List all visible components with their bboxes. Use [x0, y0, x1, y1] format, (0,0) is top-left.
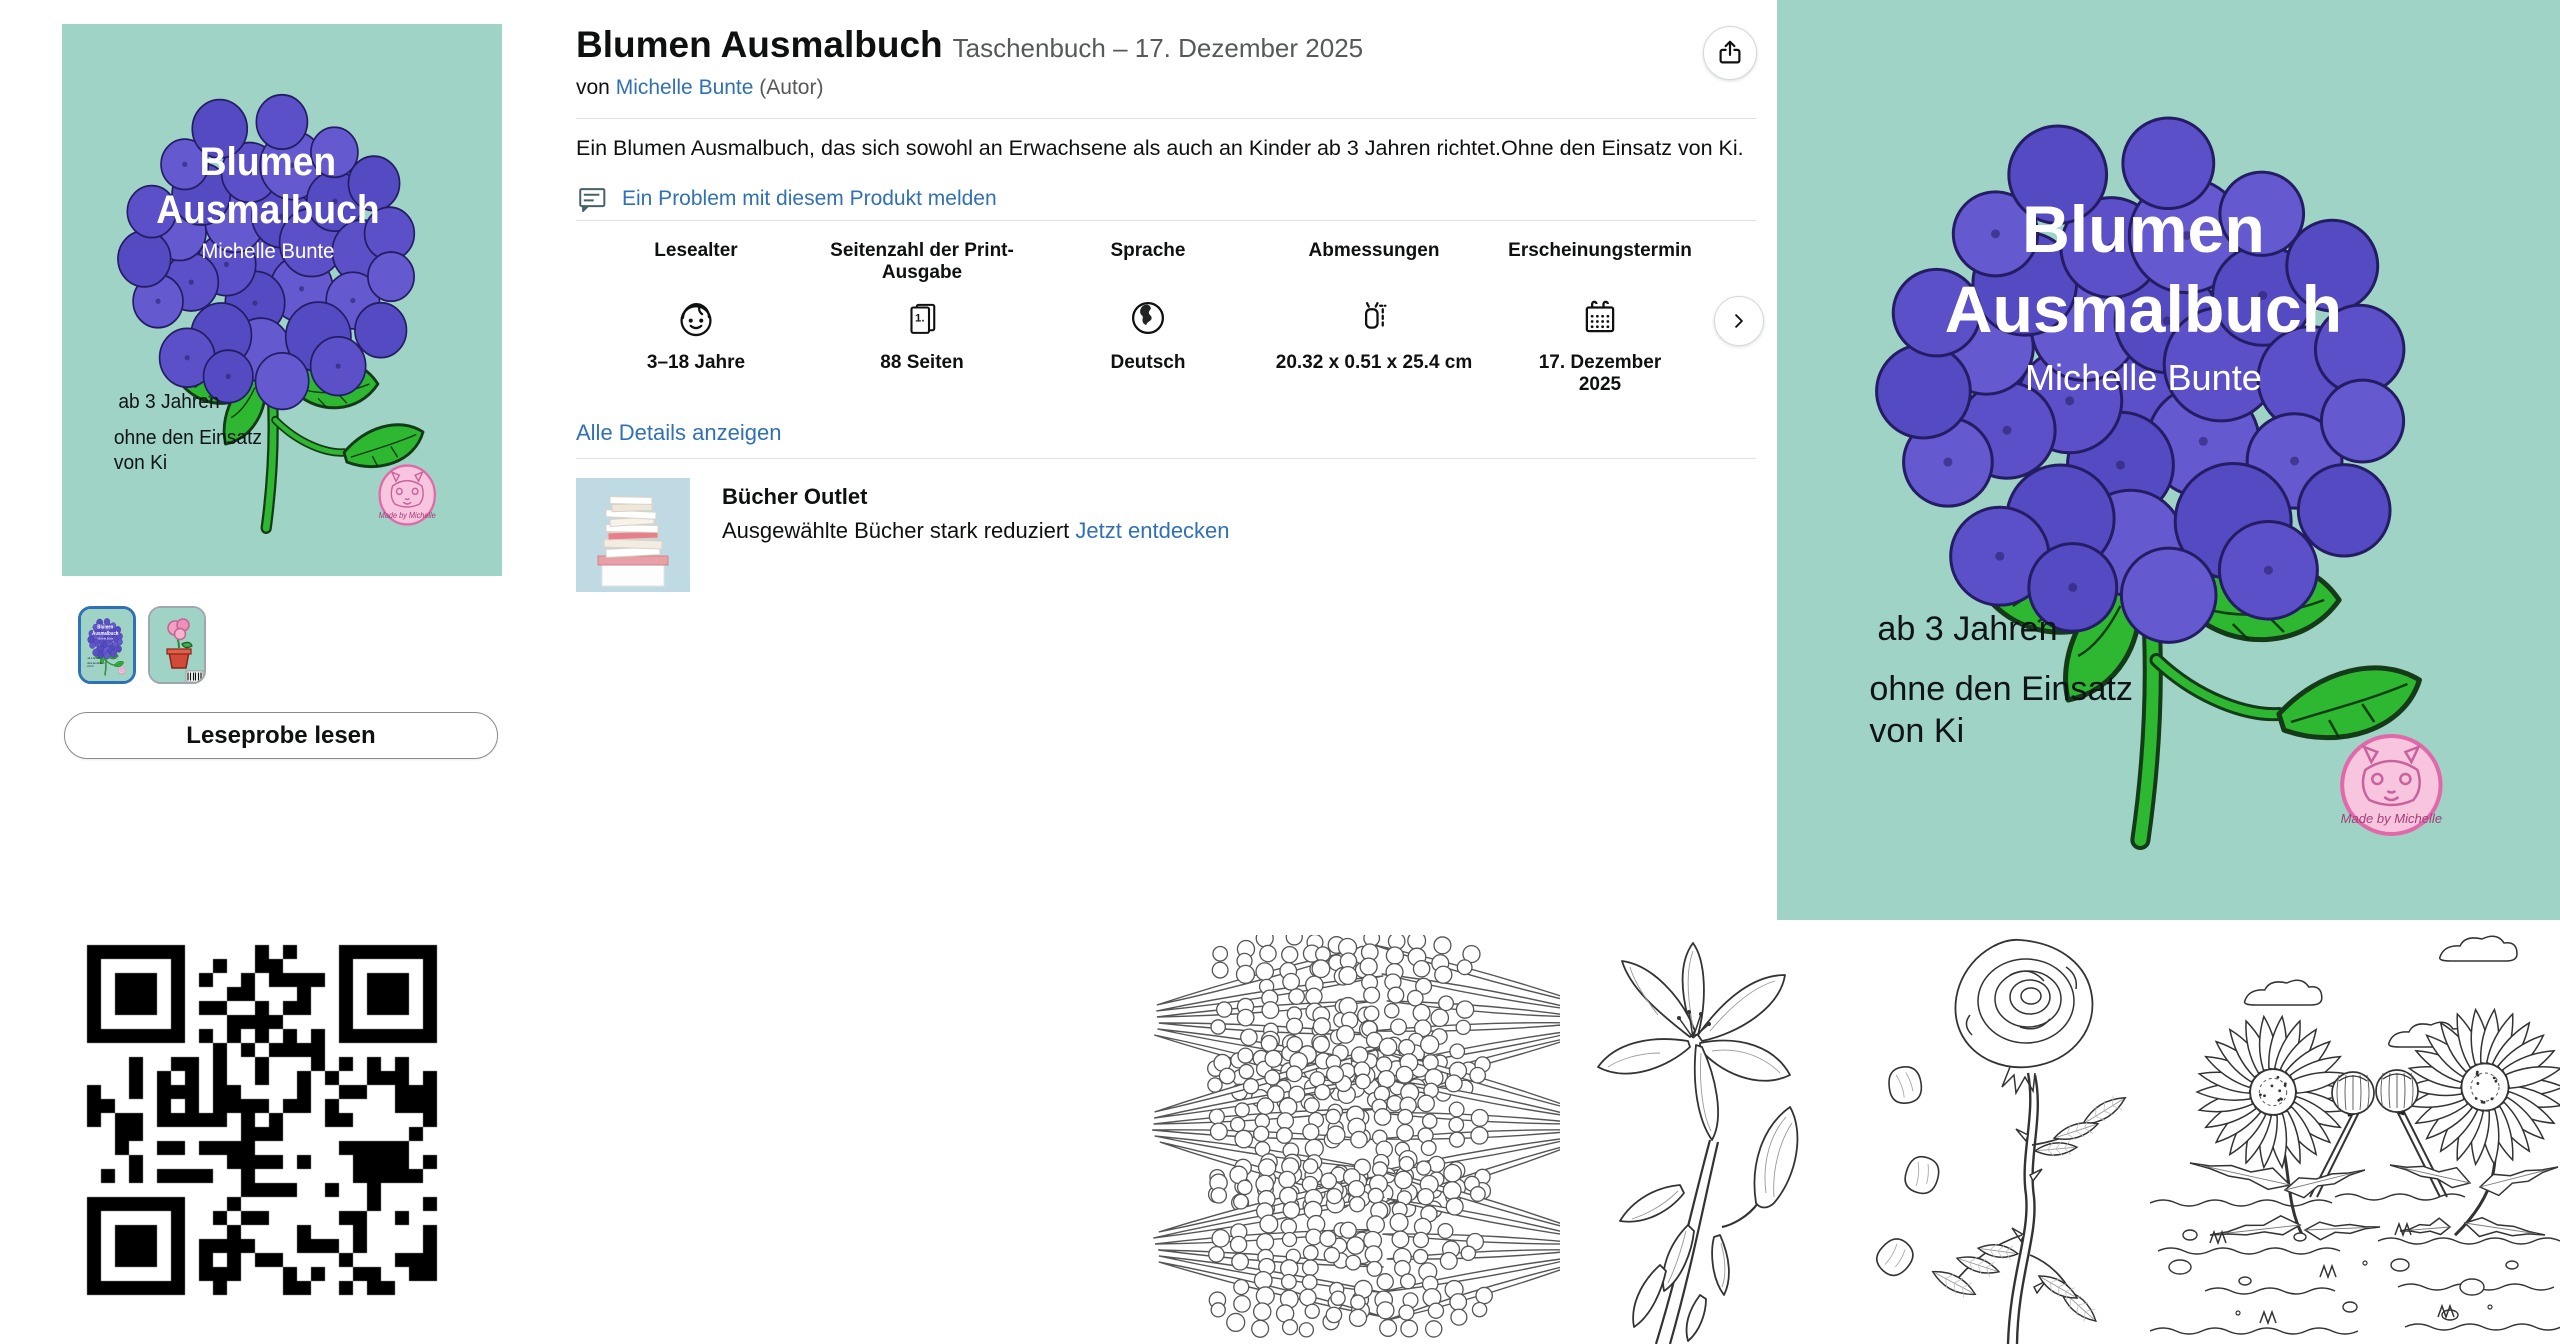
divider	[576, 220, 1756, 221]
thumbnail-front-cover[interactable]	[78, 606, 136, 684]
fact-publication-date	[1500, 240, 1700, 396]
book-cover-image[interactable]	[1777, 0, 2560, 920]
cover-ki-note-line2: von Ki	[1869, 712, 1965, 750]
product-description: Ein Blumen Ausmalbuch, das sich sowohl an Erwachsene als auch an Kinder ab 3 Jahren richtet.Ohne den Einsatz von Ki.	[576, 136, 1744, 160]
coloring-page-muscari	[1140, 935, 1610, 1344]
coloring-page-daisies	[2150, 935, 2560, 1344]
outlet-link[interactable]: Jetzt entdecken	[1075, 518, 1230, 543]
byline	[576, 76, 823, 100]
made-by-michelle-logo	[2341, 736, 2442, 834]
page-count-icon	[901, 296, 943, 340]
fact-language	[1048, 240, 1248, 396]
divider	[576, 458, 1756, 459]
coloring-page-lily	[1560, 935, 1860, 1344]
child-face-icon	[675, 296, 717, 340]
share-button[interactable]	[1703, 26, 1757, 80]
calendar-icon	[1579, 296, 1621, 340]
product-title: Blumen Ausmalbuch	[576, 24, 943, 65]
fact-label: Lesealter	[654, 240, 738, 261]
fact-reading-age	[596, 240, 796, 396]
fact-print-length	[822, 240, 1022, 396]
fact-value: 88 Seiten	[880, 352, 964, 373]
cover-title-line2: Ausmalbuch	[156, 188, 380, 233]
fact-label: Sprache	[1110, 240, 1186, 261]
cover-age-note: ab 3 Jahren	[87, 656, 100, 661]
books-outlet-promo	[576, 478, 1230, 592]
book-stack-image[interactable]	[576, 478, 690, 592]
product-facts	[596, 240, 1700, 396]
chevron-right-icon	[1725, 307, 1753, 335]
author-link[interactable]: Michelle Bunte	[615, 76, 754, 99]
report-problem-link[interactable]: Ein Problem mit diesem Produkt melden	[622, 187, 997, 210]
cover-ki-note-line2: von Ki	[113, 451, 168, 475]
outlet-text: Ausgewählte Bücher stark reduziert	[722, 518, 1070, 543]
facts-next-button[interactable]	[1714, 296, 1764, 346]
divider	[576, 118, 1756, 119]
cover-ki-note-line1: ohne den Einsatz	[87, 661, 105, 665]
cover-age-note: ab 3 Jahren	[118, 390, 220, 414]
cover-ki-note-line1: ohne den Einsatz	[1869, 670, 2133, 708]
logo-text: Made by Michelle	[2340, 811, 2443, 826]
cover-author: Michelle Bunte	[201, 239, 335, 264]
fact-value: 17. Dezember 2025	[1538, 352, 1662, 395]
thumbnail-strip	[78, 606, 206, 684]
fact-value: Deutsch	[1110, 352, 1186, 373]
fact-value: 3–18 Jahre	[646, 352, 746, 373]
cover-age-note: ab 3 Jahren	[1877, 610, 2058, 648]
thumbnail-back-cover[interactable]	[148, 606, 206, 684]
qr-code	[86, 944, 438, 1296]
dimensions-icon	[1353, 296, 1395, 340]
product-binding-info: Taschenbuch – 17. Dezember 2025	[952, 33, 1364, 63]
fact-value: 20.32 x 0.51 x 25.4 cm	[1275, 352, 1473, 373]
back-cover-art	[150, 608, 206, 684]
made-by-michelle-logo	[379, 466, 436, 525]
fact-label: Abmessungen	[1308, 240, 1440, 261]
coloring-page-rose	[1860, 935, 2150, 1344]
cover-title-line1: Blumen	[2021, 193, 2265, 267]
cover-ki-note-line2: von Ki	[87, 664, 94, 669]
svg-text:1.: 1.	[915, 312, 925, 325]
all-details-link[interactable]: Alle Details anzeigen	[576, 420, 782, 445]
report-problem-row[interactable]	[576, 182, 997, 216]
book-cover-thumbnail[interactable]	[62, 24, 502, 576]
cover-author: Michelle Bunte	[97, 637, 114, 641]
cover-illustration	[62, 24, 502, 576]
outlet-title: Bücher Outlet	[722, 484, 868, 509]
cover-illustration	[1777, 0, 2560, 920]
cover-title-line2: Ausmalbuch	[1944, 273, 2343, 347]
fact-dimensions	[1274, 240, 1474, 396]
cover-title-line1: Blumen	[97, 625, 114, 631]
cover-illustration	[81, 609, 133, 681]
cover-author: Michelle Bunte	[2024, 357, 2262, 398]
product-info	[576, 0, 1770, 720]
fact-label: Seitenzahl der Print-Ausgabe	[830, 240, 1014, 283]
fact-label: Erscheinungstermin	[1508, 240, 1692, 261]
globe-icon	[1127, 296, 1169, 340]
author-role: (Autor)	[759, 76, 824, 99]
cover-title-line2: Ausmalbuch	[92, 631, 119, 638]
cover-title-line1: Blumen	[199, 140, 337, 185]
report-flag-icon	[576, 182, 610, 216]
logo-text: Made by Michelle	[378, 510, 436, 520]
share-icon	[1715, 38, 1745, 68]
read-sample-button[interactable]: Leseprobe lesen	[64, 712, 498, 759]
cover-ki-note-line1: ohne den Einsatz	[113, 426, 262, 450]
byline-prefix: von	[576, 76, 610, 99]
logo-text: Made by Michelle	[118, 673, 126, 675]
